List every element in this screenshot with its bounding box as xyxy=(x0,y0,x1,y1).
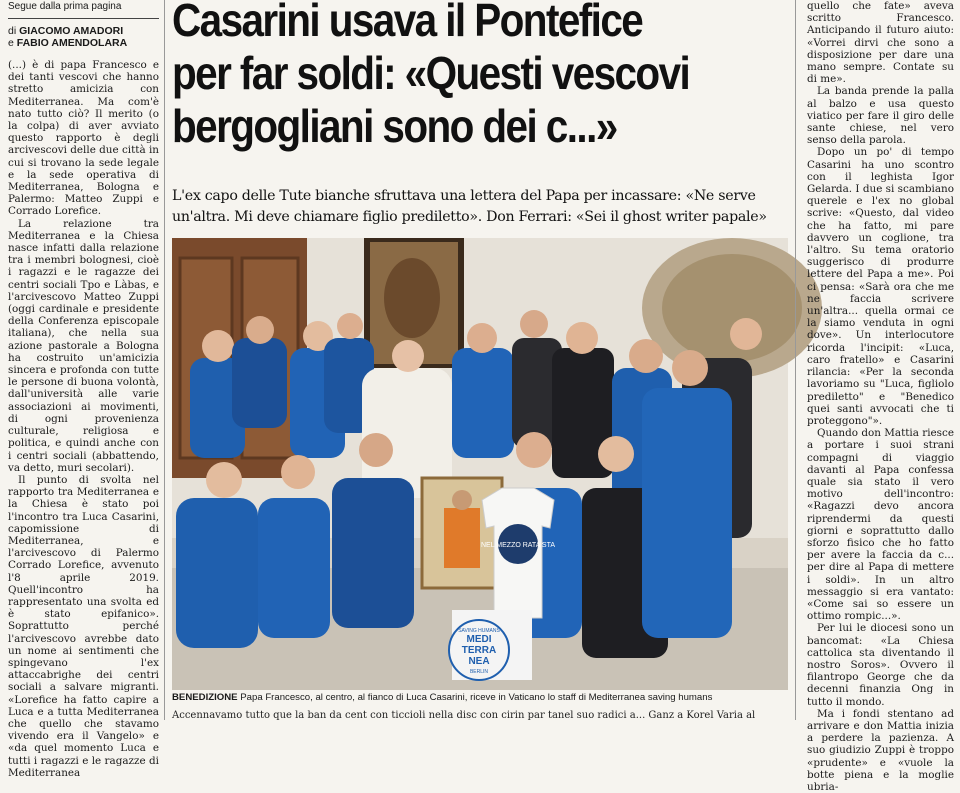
caption-text: Papa Francesco, al centro, al fianco di Luca Casarini, riceve in Vaticano lo staff di Mediterranea saving humans xyxy=(240,692,713,703)
author-1: GIACOMO AMADORI xyxy=(19,25,124,37)
tshirt-text: NEL MEZZO RATA STA xyxy=(480,542,556,549)
continued-rule xyxy=(8,18,159,19)
main-article xyxy=(172,0,788,720)
headline xyxy=(172,0,788,153)
right-paragraph-5: Per lui le diocesi sono un bancomat: «La Chiesa cattolica sta diventando il nostro Soros». Ovvero il filantropo George che da decenni finanzia Ong in tutto il mondo. xyxy=(807,622,954,708)
banner-text-3: NEA xyxy=(468,656,490,667)
left-paragraph-3: Il punto di svolta nel rapporto tra Mediterranea e la Chiesa è stato poi l'incontro tra Luca Casarini, capomissione di Mediterranea, e l'arcivescovo di Palermo Corrado Lorefice, avvenuto l'8 aprile 2019. Quell'incontro ha rappresentato una svolta ed è stato epifanico». Soprattutto perché l'arcivescovo avrebbe dato un nome ai sentimenti che spingevano l'ex attaccabrighe dei centri sociali a salvare migranti. «Lorefice ha fatto capire a Luca e a tutta Mediterranea che quello che stavamo vivendo era il Vangelo» e «da quel momento Luca e tutti i ragazzi e le ragazze di Mediterranea xyxy=(8,473,159,779)
byline xyxy=(8,25,159,49)
right-paragraph-3: Dopo un po' di tempo Casarini ha uno scontro con il leghista Igor Gelarda. I due si scambiano querele e l'ex no global scrive: «Questo, dal video che ha fatto, mi pare davvero un coglione, tra l'altro. Su tema oratorio suggerisco di produrre lettere del Papa a me». Poi ci pensa: «Sarà ora che me ne faccia scrivere un'altra... quella ormai ce la siamo venduta in ogni dove». Un interlocutore ricorda l'incipit: «Luca, caro fratello» e Casarini rilancia: «Per la seconda lavoriamo su "Luca, figliolo prediletto" e "Benedico quei santi avvocati che ti proteggono"». xyxy=(807,146,954,427)
right-column-divider xyxy=(795,0,796,720)
headline-line-3: bergogliani sono dei c...» xyxy=(172,100,617,152)
right-column xyxy=(797,0,960,793)
cut-off-text-line: Accennavamo tutto que la ban da cent con ticcioli nella disc con cirin par tanel suo radici a... Ganz a Korel Varia al xyxy=(172,710,756,721)
banner-text-2: TERRA xyxy=(461,645,497,656)
group-photo xyxy=(172,238,788,690)
mediterranea-banner xyxy=(449,610,532,680)
right-paragraph-2: La banda prende la palla al balzo e usa questo viatico per fare il giro delle sante chiese, nel vero senso della parola. xyxy=(807,85,954,147)
right-paragraph-1: quello che fate» aveva scritto Francesco. Anticipando il futuro aiuto: «Vorrei dirvi che sono a disposizione per dare una mano sempre. Contate su di me». xyxy=(807,0,954,86)
banner-text-1: MEDI xyxy=(466,634,492,645)
subhead-line-1: L'ex capo delle Tute bianche sfruttava una lettera del Papa per incassare: «Ne serve xyxy=(172,188,756,204)
continued-from-label: Segue dalla prima pagina xyxy=(8,1,122,12)
banner-text-city: BERLIN xyxy=(469,669,489,675)
left-body-text xyxy=(8,59,159,779)
right-paragraph-6: Ma i fondi stentano ad arrivare e don Mattia inizia a perdere la pazienza. A suo giudizio Zuppi è troppo «prudente» e «vuole la botte piena e la moglie ubria- xyxy=(807,707,954,793)
banner-text-small: SAVING HUMANS xyxy=(458,628,500,634)
headline-line-1: Casarini usava il Pontefice xyxy=(172,0,643,46)
byline-prefix-1: di xyxy=(8,25,17,37)
caption-label: BENEDIZIONE xyxy=(172,692,238,703)
held-painting xyxy=(422,478,502,588)
photo-caption xyxy=(172,692,788,704)
subhead-line-2: un'altra. Mi deve chiamare figlio prediletto». Don Ferrari: «Sei il ghost writer papale» xyxy=(172,209,767,225)
author-2: FABIO AMENDOLARA xyxy=(16,37,128,49)
group-photo-illustration xyxy=(172,238,788,690)
left-paragraph-1: (...) è di papa Francesco e dei tanti vescovi che hanno stretto amicizia con Mediterranea. Ma com'è nato tutto ciò? Il merito (o la colpa) di aver avviato questo rapporto è degli arcivescovi delle due città in cui si trovano la sede legale e la sede operativa di Mediterranea, Bologna e Palermo: Matteo Zuppi e Corrado Lorefice. xyxy=(8,59,159,218)
right-body-text xyxy=(807,0,954,793)
right-paragraph-4: Quando don Mattia riesce a portare i suoi strani compagni di viaggio davanti al Papa confessa quale sia stato il vero motivo dell'incontro: «Ragazzi devo ancora riprendermi da questi giorni e soprattutto dallo sforzo fisico che ho fatto per avere la faccia da c... per dire al Papa di mettere i soldi». In un altro messaggio si era vantato: «Come sai so essere un ottimo rompic...». xyxy=(807,427,954,623)
byline-prefix-2: e xyxy=(8,37,14,49)
subheadline xyxy=(172,186,788,228)
headline-line-2: per far soldi: «Questi vescovi xyxy=(172,47,690,99)
left-column xyxy=(0,0,163,779)
left-paragraph-2: La relazione tra Mediterranea e la Chiesa nasce infatti dalla relazione tra i membri bolognesi, cioè i ragazzi e le ragazze dei centri sociali Tpo e Làbas, e l'arcivescovo Matteo Zuppi (oggi cardinale e presidente della Conferenza episcopale italiana), che nella sua azione pastorale a Bologna ha costruito un'amicizia sincera e profonda con tutte le persone di buona volontà, dall'università alle varie associazioni ai movimenti, di ogni provenienza culturale, religiosa e politica, e quindi anche con i centri sociali (abbattendo, va detto, muri secolari). xyxy=(8,217,159,474)
left-column-divider xyxy=(164,0,165,720)
